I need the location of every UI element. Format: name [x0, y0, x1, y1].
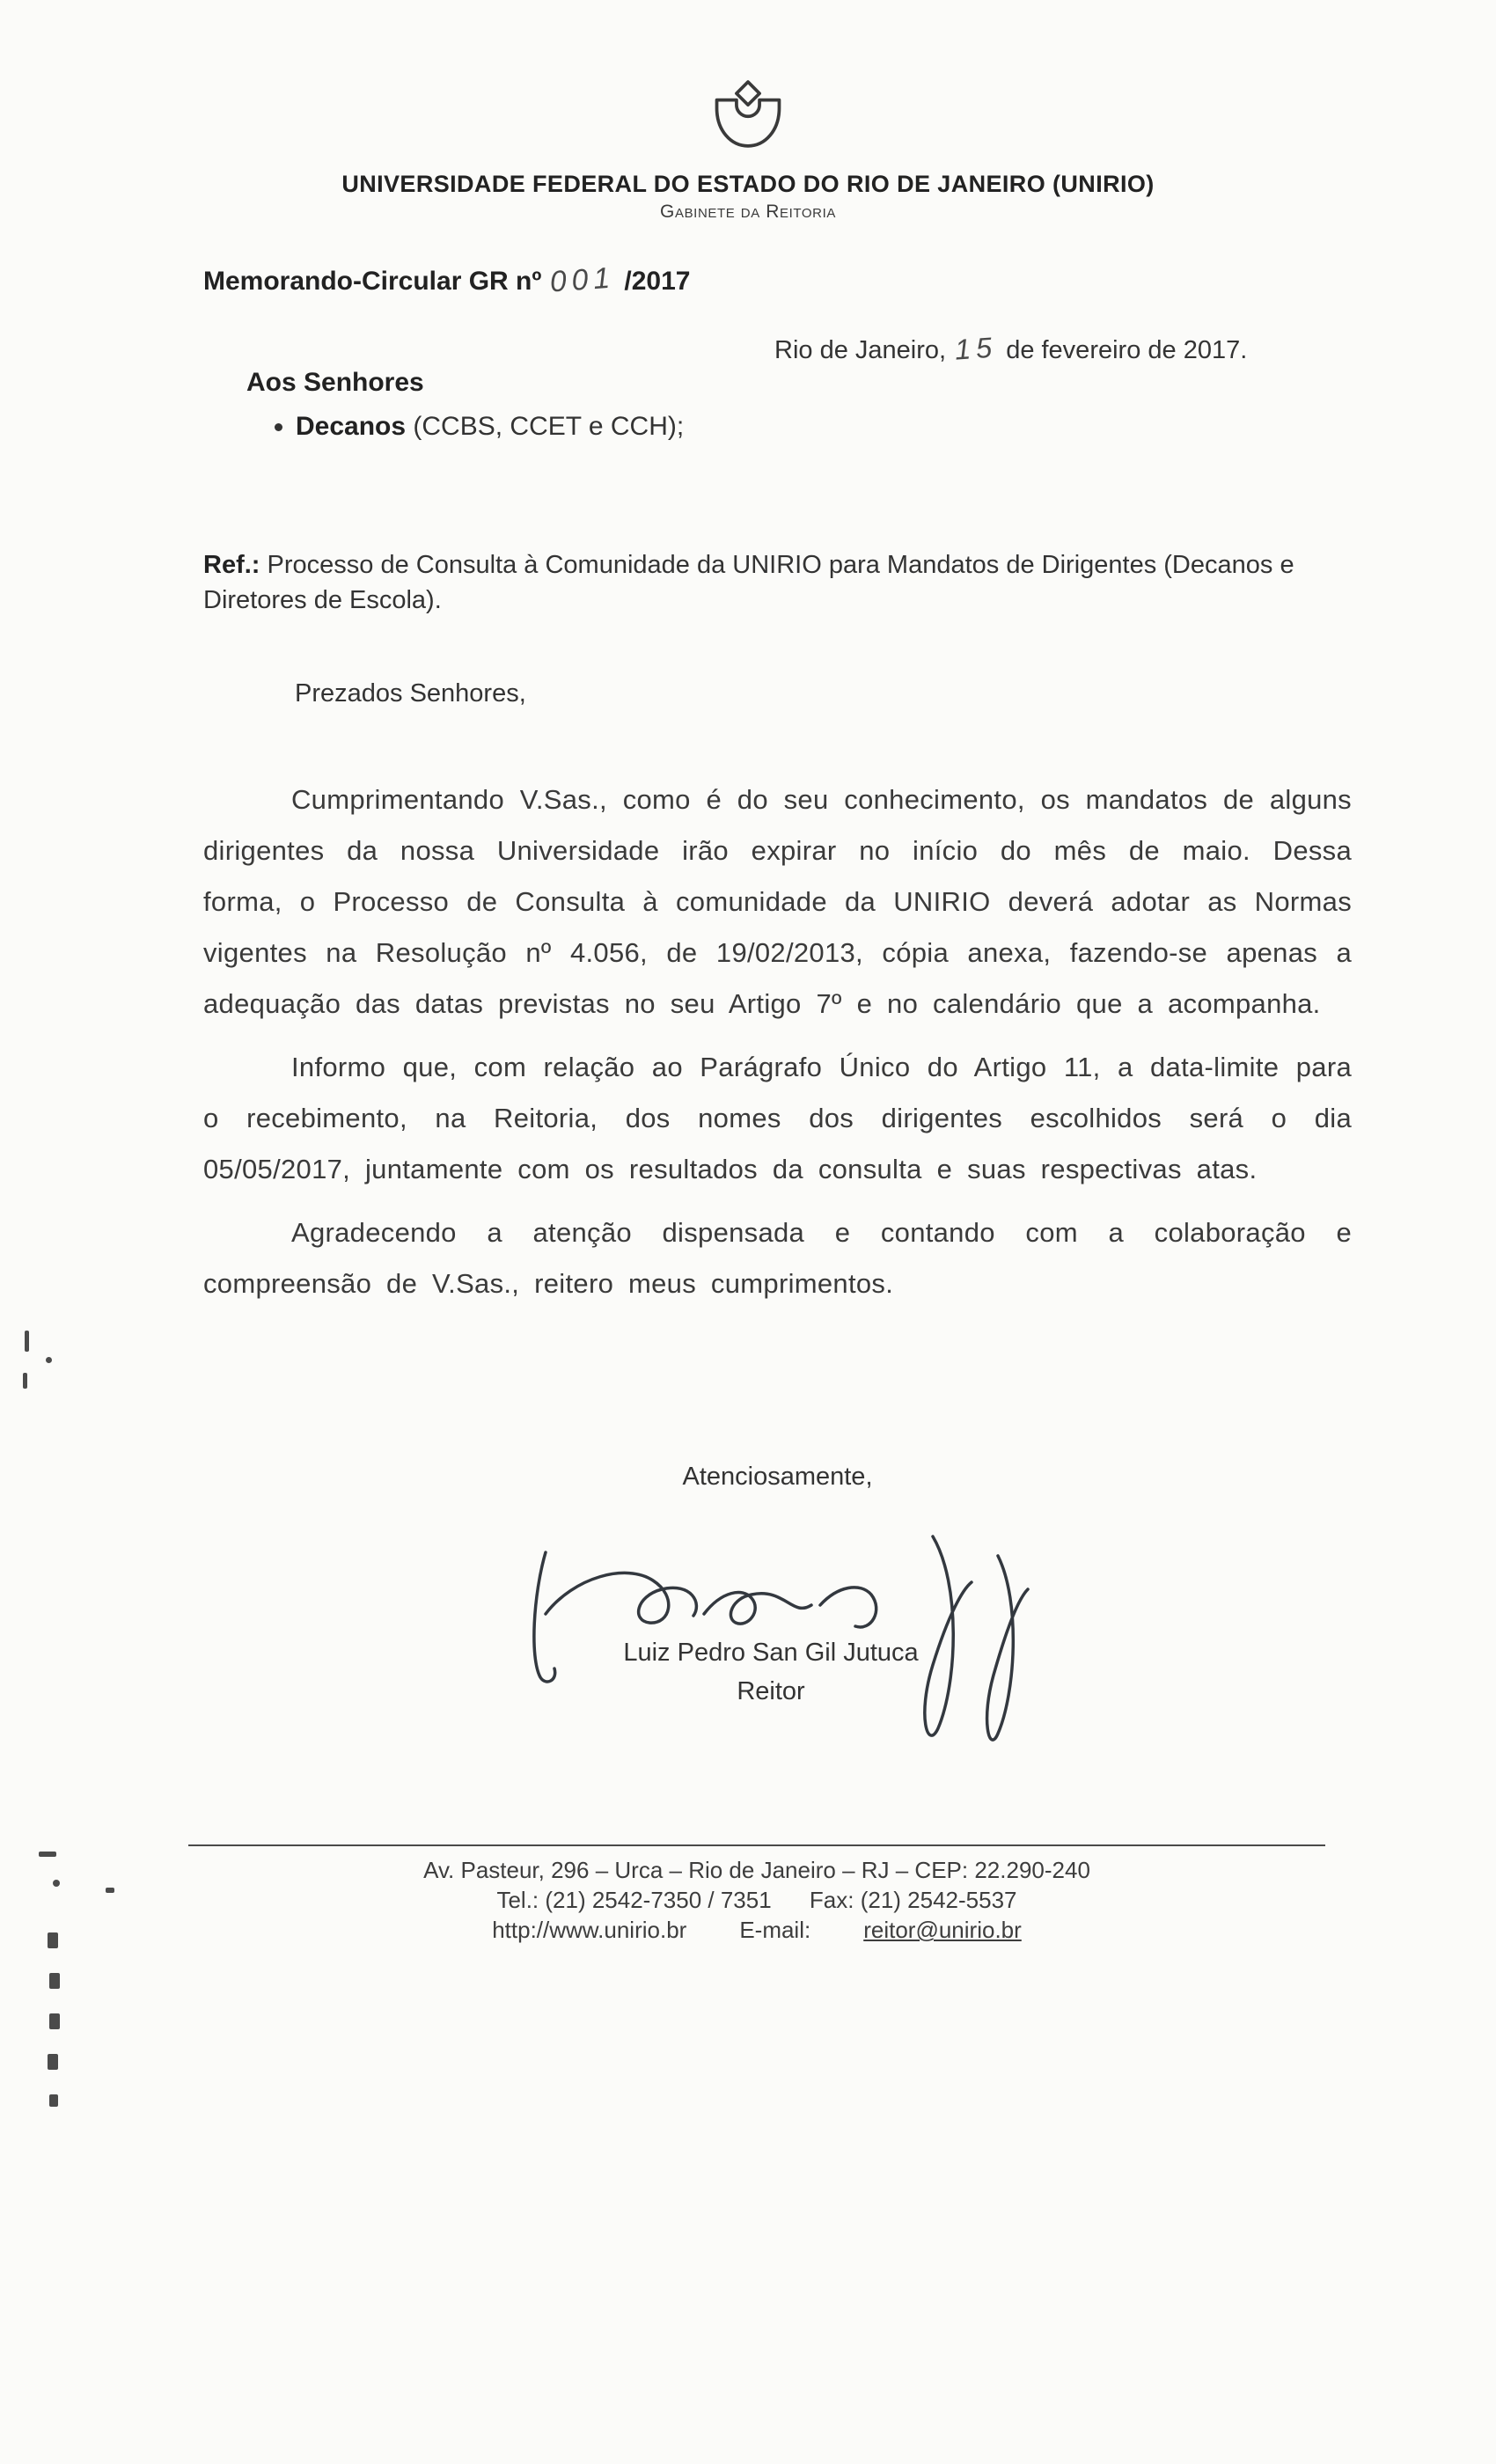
letterhead [0, 77, 1496, 223]
date-prefix: Rio de Janeiro, [774, 336, 947, 364]
recipient-item-rest: (CCBS, CCET e CCH); [406, 412, 685, 441]
body-text [203, 774, 1352, 1322]
scan-artifact [53, 1880, 60, 1887]
footer-email: reitor@unirio.br [863, 1917, 1022, 1943]
scan-artifact [49, 2094, 58, 2107]
scan-artifact [46, 1357, 52, 1363]
scan-artifact [48, 1932, 58, 1948]
footer-address: Av. Pasteur, 296 – Urca – Rio de Janeiro – RJ – CEP: 22.290-240 [423, 1857, 1090, 1883]
greeting: Prezados Senhores, [295, 679, 526, 708]
footer-fax: Fax: (21) 2542-5537 [809, 1887, 1017, 1913]
reference-text: Processo de Consulta à Comunidade da UNIRIO para Mandatos de Dirigentes (Decanos e Diretores de Escola). [203, 551, 1294, 614]
signature-scribble-icon [519, 1507, 1082, 1753]
scan-artifact [25, 1331, 29, 1352]
recipients-list [264, 412, 684, 442]
body-paragraph: Informo que, com relação ao Parágrafo Único do Artigo 11, a data-limite para o recebimento, na Reitoria, dos nomes dos dirigentes escolhidos será o dia 05/05/2017, juntamente com os resultados da consulta e suas respectivas atas. [203, 1052, 1352, 1184]
signatory-title: Reitor [737, 1677, 805, 1705]
scan-artifact [49, 1973, 60, 1989]
recipient-item [296, 412, 684, 442]
date-day-handwritten: 15 [953, 331, 999, 366]
scan-artifact [49, 2013, 60, 2029]
date-suffix: de fevereiro de 2017. [1006, 336, 1248, 364]
scan-artifact [23, 1373, 27, 1389]
footer-email-label: E-mail: [739, 1917, 811, 1943]
footer-phone: Tel.: (21) 2542-7350 / 7351 [496, 1887, 772, 1913]
memo-number-line [203, 261, 691, 299]
date-line [774, 333, 1247, 365]
recipient-item-bold: Decanos [296, 412, 407, 441]
scan-artifact [106, 1888, 114, 1893]
scan-artifact [48, 2054, 58, 2070]
closing-phrase: Atenciosamente, [682, 1463, 873, 1491]
footer-web-line [188, 1917, 1325, 1944]
body-paragraph: Cumprimentando V.Sas., como é do seu conhecimento, os mandatos de alguns dirigentes da nossa Universidade irão expirar no início do mês de maio. Dessa forma, o Processo de Consulta à comunidade da UNIRIO deverá adotar as Normas vigentes na Resolução nº 4.056, de 19/02/2013, cópia anexa, fazendo-se apenas a adequação das datas previstas no seu Artigo 7º e no calendário que a acompanha. [203, 784, 1352, 1019]
footer-website: http://www.unirio.br [492, 1917, 687, 1943]
office-name: Gabinete da Reitoria [660, 202, 836, 222]
reference-label: Ref.: [203, 551, 260, 579]
unirio-logo-icon [699, 77, 797, 162]
university-name: UNIVERSIDADE FEDERAL DO ESTADO DO RIO DE JANEIRO (UNIRIO) [341, 171, 1155, 197]
memo-suffix: /2017 [624, 267, 691, 296]
body-paragraph: Agradecendo a atenção dispensada e contando com a colaboração e compreensão de V.Sas., reitero meus cumprimentos. [203, 1217, 1352, 1299]
footer-phone-line [188, 1887, 1325, 1914]
signatory-name: Luiz Pedro San Gil Jutuca [623, 1639, 919, 1667]
memo-prefix: Memorando-Circular GR nº [203, 267, 542, 296]
reference-line [203, 547, 1354, 618]
recipients-salutation: Aos Senhores [246, 368, 424, 397]
scan-artifact [39, 1852, 56, 1857]
footer-divider [188, 1844, 1325, 1846]
memo-number-handwritten: 001 [549, 261, 617, 299]
